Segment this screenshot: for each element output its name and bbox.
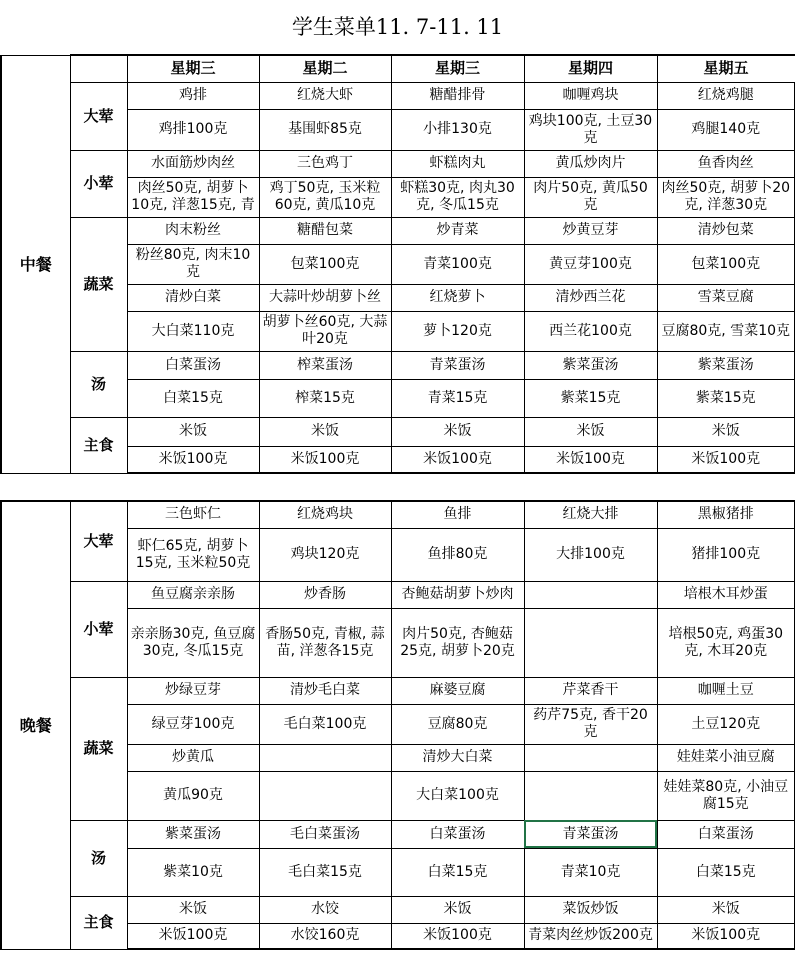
dish-cell[interactable]: 炒黄豆芽 bbox=[524, 217, 657, 244]
quantity-cell[interactable]: 米饭100克 bbox=[127, 923, 259, 949]
day-header[interactable]: 星期四 bbox=[524, 55, 657, 82]
dish-cell[interactable]: 炒香肠 bbox=[259, 581, 391, 608]
quantity-cell[interactable]: 亲亲肠30克, 鱼豆腐30克, 冬瓜15克 bbox=[127, 608, 259, 677]
dish-cell[interactable]: 米饭 bbox=[127, 417, 259, 446]
category-staple[interactable]: 主食 bbox=[70, 896, 127, 949]
table-row bbox=[1, 896, 795, 923]
day-header[interactable]: 星期三 bbox=[127, 55, 259, 82]
table-row bbox=[1, 581, 795, 608]
quantity-cell[interactable]: 娃娃菜80克, 小油豆腐15克 bbox=[657, 771, 795, 820]
category-veg[interactable]: 蔬菜 bbox=[70, 677, 127, 820]
quantity-cell[interactable]: 白菜15克 bbox=[127, 379, 259, 417]
day-header[interactable]: 星期三 bbox=[391, 55, 524, 82]
quantity-cell[interactable] bbox=[524, 608, 657, 677]
quantity-cell[interactable]: 药芹75克, 香干20克 bbox=[524, 704, 657, 744]
category-main[interactable]: 大荤 bbox=[70, 82, 127, 150]
dish-cell[interactable]: 白菜蛋汤 bbox=[657, 820, 795, 848]
dish-cell[interactable]: 白菜蛋汤 bbox=[127, 351, 259, 379]
quantity-cell[interactable]: 水饺160克 bbox=[259, 923, 391, 949]
dish-cell[interactable]: 水面筋炒肉丝 bbox=[127, 150, 259, 177]
quantity-cell[interactable]: 大排100克 bbox=[524, 528, 657, 581]
quantity-cell[interactable]: 青菜100克 bbox=[391, 244, 524, 284]
table-row bbox=[1, 351, 795, 379]
dish-cell[interactable]: 米饭 bbox=[259, 417, 391, 446]
dish-cell[interactable]: 紫菜蛋汤 bbox=[127, 820, 259, 848]
dish-cell[interactable]: 雪菜豆腐 bbox=[657, 284, 795, 311]
category-staple[interactable]: 主食 bbox=[70, 417, 127, 473]
quantity-cell[interactable]: 西兰花100克 bbox=[524, 311, 657, 351]
meal-label-dinner[interactable]: 晚餐 bbox=[1, 501, 70, 949]
dish-cell[interactable]: 虾糕肉丸 bbox=[391, 150, 524, 177]
quantity-cell[interactable] bbox=[524, 771, 657, 820]
quantity-cell[interactable]: 培根50克, 鸡蛋30克, 木耳20克 bbox=[657, 608, 795, 677]
dish-cell[interactable]: 清炒毛白菜 bbox=[259, 677, 391, 704]
dish-cell[interactable]: 清炒西兰花 bbox=[524, 284, 657, 311]
dish-cell[interactable]: 芹菜香干 bbox=[524, 677, 657, 704]
dish-cell[interactable]: 青菜蛋汤 bbox=[391, 351, 524, 379]
dish-cell[interactable]: 紫菜蛋汤 bbox=[524, 351, 657, 379]
quantity-cell[interactable]: 土豆120克 bbox=[657, 704, 795, 744]
selected-cell[interactable]: 青菜蛋汤 bbox=[524, 820, 657, 848]
table-row bbox=[1, 820, 795, 848]
category-veg[interactable]: 蔬菜 bbox=[70, 217, 127, 351]
dish-cell[interactable]: 清炒白菜 bbox=[127, 284, 259, 311]
dish-cell[interactable]: 三色虾仁 bbox=[127, 501, 259, 528]
dish-cell[interactable]: 紫菜蛋汤 bbox=[657, 351, 795, 379]
table-row bbox=[1, 677, 795, 704]
quantity-cell[interactable]: 紫菜15克 bbox=[657, 379, 795, 417]
dish-cell[interactable]: 麻婆豆腐 bbox=[391, 677, 524, 704]
table-row bbox=[1, 417, 795, 446]
quantity-cell[interactable]: 小排130克 bbox=[391, 109, 524, 150]
quantity-cell[interactable]: 紫菜10克 bbox=[127, 848, 259, 896]
page-title: 学生菜单11. 7-11. 11 bbox=[291, 15, 504, 39]
quantity-cell[interactable]: 米饭100克 bbox=[657, 446, 795, 473]
dish-cell[interactable]: 大蒜叶炒胡萝卜丝 bbox=[259, 284, 391, 311]
table-row bbox=[1, 217, 795, 244]
dish-cell[interactable] bbox=[524, 581, 657, 608]
dish-cell[interactable]: 红烧大虾 bbox=[259, 82, 391, 109]
dish-cell[interactable]: 红烧萝卜 bbox=[391, 284, 524, 311]
quantity-cell[interactable]: 豆腐80克, 雪菜10克 bbox=[657, 311, 795, 351]
dish-cell[interactable]: 三色鸡丁 bbox=[259, 150, 391, 177]
quantity-cell[interactable]: 萝卜120克 bbox=[391, 311, 524, 351]
day-header[interactable]: 星期二 bbox=[259, 55, 391, 82]
dinner-table bbox=[0, 500, 795, 950]
dish-cell[interactable]: 榨菜蛋汤 bbox=[259, 351, 391, 379]
quantity-cell[interactable]: 青菜10克 bbox=[524, 848, 657, 896]
dish-cell[interactable]: 黄瓜炒肉片 bbox=[524, 150, 657, 177]
quantity-cell[interactable]: 青菜肉丝炒饭200克 bbox=[524, 923, 657, 949]
quantity-cell[interactable]: 胡萝卜丝60克, 大蒜叶20克 bbox=[259, 311, 391, 351]
quantity-cell[interactable]: 鸡排100克 bbox=[127, 109, 259, 150]
table-row bbox=[1, 501, 795, 528]
lunch-table bbox=[0, 54, 795, 474]
quantity-cell[interactable]: 榨菜15克 bbox=[259, 379, 391, 417]
quantity-cell[interactable]: 豆腐80克 bbox=[391, 704, 524, 744]
quantity-cell[interactable]: 米饭100克 bbox=[259, 446, 391, 473]
category-soup[interactable]: 汤 bbox=[70, 820, 127, 896]
dish-cell[interactable]: 清炒包菜 bbox=[657, 217, 795, 244]
quantity-cell[interactable]: 肉丝50克, 胡萝卜10克, 洋葱15克, 青 bbox=[127, 177, 259, 217]
quantity-cell[interactable]: 鱼排80克 bbox=[391, 528, 524, 581]
quantity-cell[interactable]: 黄瓜90克 bbox=[127, 771, 259, 820]
quantity-cell[interactable]: 鸡腿140克 bbox=[657, 109, 795, 150]
quantity-cell[interactable]: 鸡块100克, 土豆30克 bbox=[524, 109, 657, 150]
dish-cell[interactable]: 米饭 bbox=[127, 896, 259, 923]
dish-cell[interactable]: 糖醋包菜 bbox=[259, 217, 391, 244]
dish-cell[interactable]: 咖喱土豆 bbox=[657, 677, 795, 704]
quantity-cell[interactable]: 米饭100克 bbox=[127, 446, 259, 473]
category-small[interactable]: 小荤 bbox=[70, 150, 127, 217]
quantity-cell[interactable]: 毛白菜100克 bbox=[259, 704, 391, 744]
quantity-cell[interactable]: 基围虾85克 bbox=[259, 109, 391, 150]
quantity-cell[interactable]: 白菜15克 bbox=[657, 848, 795, 896]
quantity-cell[interactable]: 米饭100克 bbox=[391, 923, 524, 949]
quantity-cell[interactable]: 虾仁65克, 胡萝卜15克, 玉米粒50克 bbox=[127, 528, 259, 581]
dish-cell[interactable]: 米饭 bbox=[391, 896, 524, 923]
dish-cell[interactable]: 鱼香肉丝 bbox=[657, 150, 795, 177]
quantity-cell[interactable]: 米饭100克 bbox=[524, 446, 657, 473]
quantity-cell[interactable]: 肉片50克, 黄瓜50克 bbox=[524, 177, 657, 217]
category-small[interactable]: 小荤 bbox=[70, 581, 127, 677]
quantity-cell[interactable]: 白菜15克 bbox=[391, 848, 524, 896]
dish-cell[interactable]: 娃娃菜小油豆腐 bbox=[657, 744, 795, 771]
quantity-cell[interactable]: 包菜100克 bbox=[657, 244, 795, 284]
table-row bbox=[1, 82, 795, 109]
dish-cell[interactable] bbox=[524, 744, 657, 771]
dish-cell[interactable]: 红烧鸡腿 bbox=[657, 82, 795, 109]
dish-cell[interactable]: 鸡排 bbox=[127, 82, 259, 109]
dish-cell[interactable]: 鱼排 bbox=[391, 501, 524, 528]
dish-cell[interactable]: 肉末粉丝 bbox=[127, 217, 259, 244]
quantity-cell[interactable]: 香肠50克, 青椒, 蒜苗, 洋葱各15克 bbox=[259, 608, 391, 677]
quantity-cell[interactable]: 黄豆芽100克 bbox=[524, 244, 657, 284]
quantity-cell[interactable]: 米饭100克 bbox=[657, 923, 795, 949]
dish-cell[interactable]: 黑椒猪排 bbox=[657, 501, 795, 528]
quantity-cell[interactable]: 粉丝80克, 肉末10克 bbox=[127, 244, 259, 284]
dish-cell[interactable]: 红烧鸡块 bbox=[259, 501, 391, 528]
quantity-cell[interactable]: 肉片50克, 杏鲍菇25克, 胡萝卜20克 bbox=[391, 608, 524, 677]
quantity-cell[interactable]: 包菜100克 bbox=[259, 244, 391, 284]
quantity-cell[interactable]: 肉丝50克, 胡萝卜20克, 洋葱30克 bbox=[657, 177, 795, 217]
dish-cell[interactable]: 咖喱鸡块 bbox=[524, 82, 657, 109]
category-soup[interactable]: 汤 bbox=[70, 351, 127, 417]
dish-cell[interactable]: 糖醋排骨 bbox=[391, 82, 524, 109]
dish-cell[interactable]: 米饭 bbox=[657, 417, 795, 446]
quantity-cell[interactable]: 大白菜100克 bbox=[391, 771, 524, 820]
dish-cell[interactable]: 炒青菜 bbox=[391, 217, 524, 244]
dish-cell[interactable]: 炒黄瓜 bbox=[127, 744, 259, 771]
header-corner[interactable] bbox=[70, 55, 127, 82]
dish-cell[interactable]: 炒绿豆芽 bbox=[127, 677, 259, 704]
quantity-cell[interactable]: 大白菜110克 bbox=[127, 311, 259, 351]
dish-cell[interactable]: 培根木耳炒蛋 bbox=[657, 581, 795, 608]
dish-cell[interactable]: 鱼豆腐亲亲肠 bbox=[127, 581, 259, 608]
quantity-cell[interactable]: 毛白菜15克 bbox=[259, 848, 391, 896]
quantity-cell[interactable]: 绿豆芽100克 bbox=[127, 704, 259, 744]
table-row bbox=[1, 150, 795, 177]
dish-cell[interactable]: 水饺 bbox=[259, 896, 391, 923]
header-row bbox=[1, 55, 795, 82]
dish-cell[interactable]: 毛白菜蛋汤 bbox=[259, 820, 391, 848]
quantity-cell[interactable]: 米饭100克 bbox=[391, 446, 524, 473]
dish-cell[interactable]: 米饭 bbox=[524, 417, 657, 446]
quantity-cell[interactable]: 青菜15克 bbox=[391, 379, 524, 417]
quantity-cell[interactable] bbox=[259, 771, 391, 820]
dish-cell[interactable]: 杏鲍菇胡萝卜炒肉 bbox=[391, 581, 524, 608]
dish-cell[interactable]: 菜饭炒饭 bbox=[524, 896, 657, 923]
quantity-cell[interactable]: 紫菜15克 bbox=[524, 379, 657, 417]
quantity-cell[interactable]: 鸡丁50克, 玉米粒60克, 黄瓜10克 bbox=[259, 177, 391, 217]
dish-cell[interactable]: 白菜蛋汤 bbox=[391, 820, 524, 848]
dish-cell[interactable]: 红烧大排 bbox=[524, 501, 657, 528]
category-main[interactable]: 大荤 bbox=[70, 501, 127, 581]
dish-cell[interactable]: 米饭 bbox=[391, 417, 524, 446]
day-header[interactable]: 星期五 bbox=[657, 55, 795, 82]
dish-cell[interactable]: 米饭 bbox=[657, 896, 795, 923]
dish-cell[interactable] bbox=[259, 744, 391, 771]
meal-label-lunch[interactable]: 中餐 bbox=[1, 55, 70, 473]
quantity-cell[interactable]: 鸡块120克 bbox=[259, 528, 391, 581]
dish-cell[interactable]: 清炒大白菜 bbox=[391, 744, 524, 771]
quantity-cell[interactable]: 虾糕30克, 肉丸30克, 冬瓜15克 bbox=[391, 177, 524, 217]
quantity-cell[interactable]: 猪排100克 bbox=[657, 528, 795, 581]
